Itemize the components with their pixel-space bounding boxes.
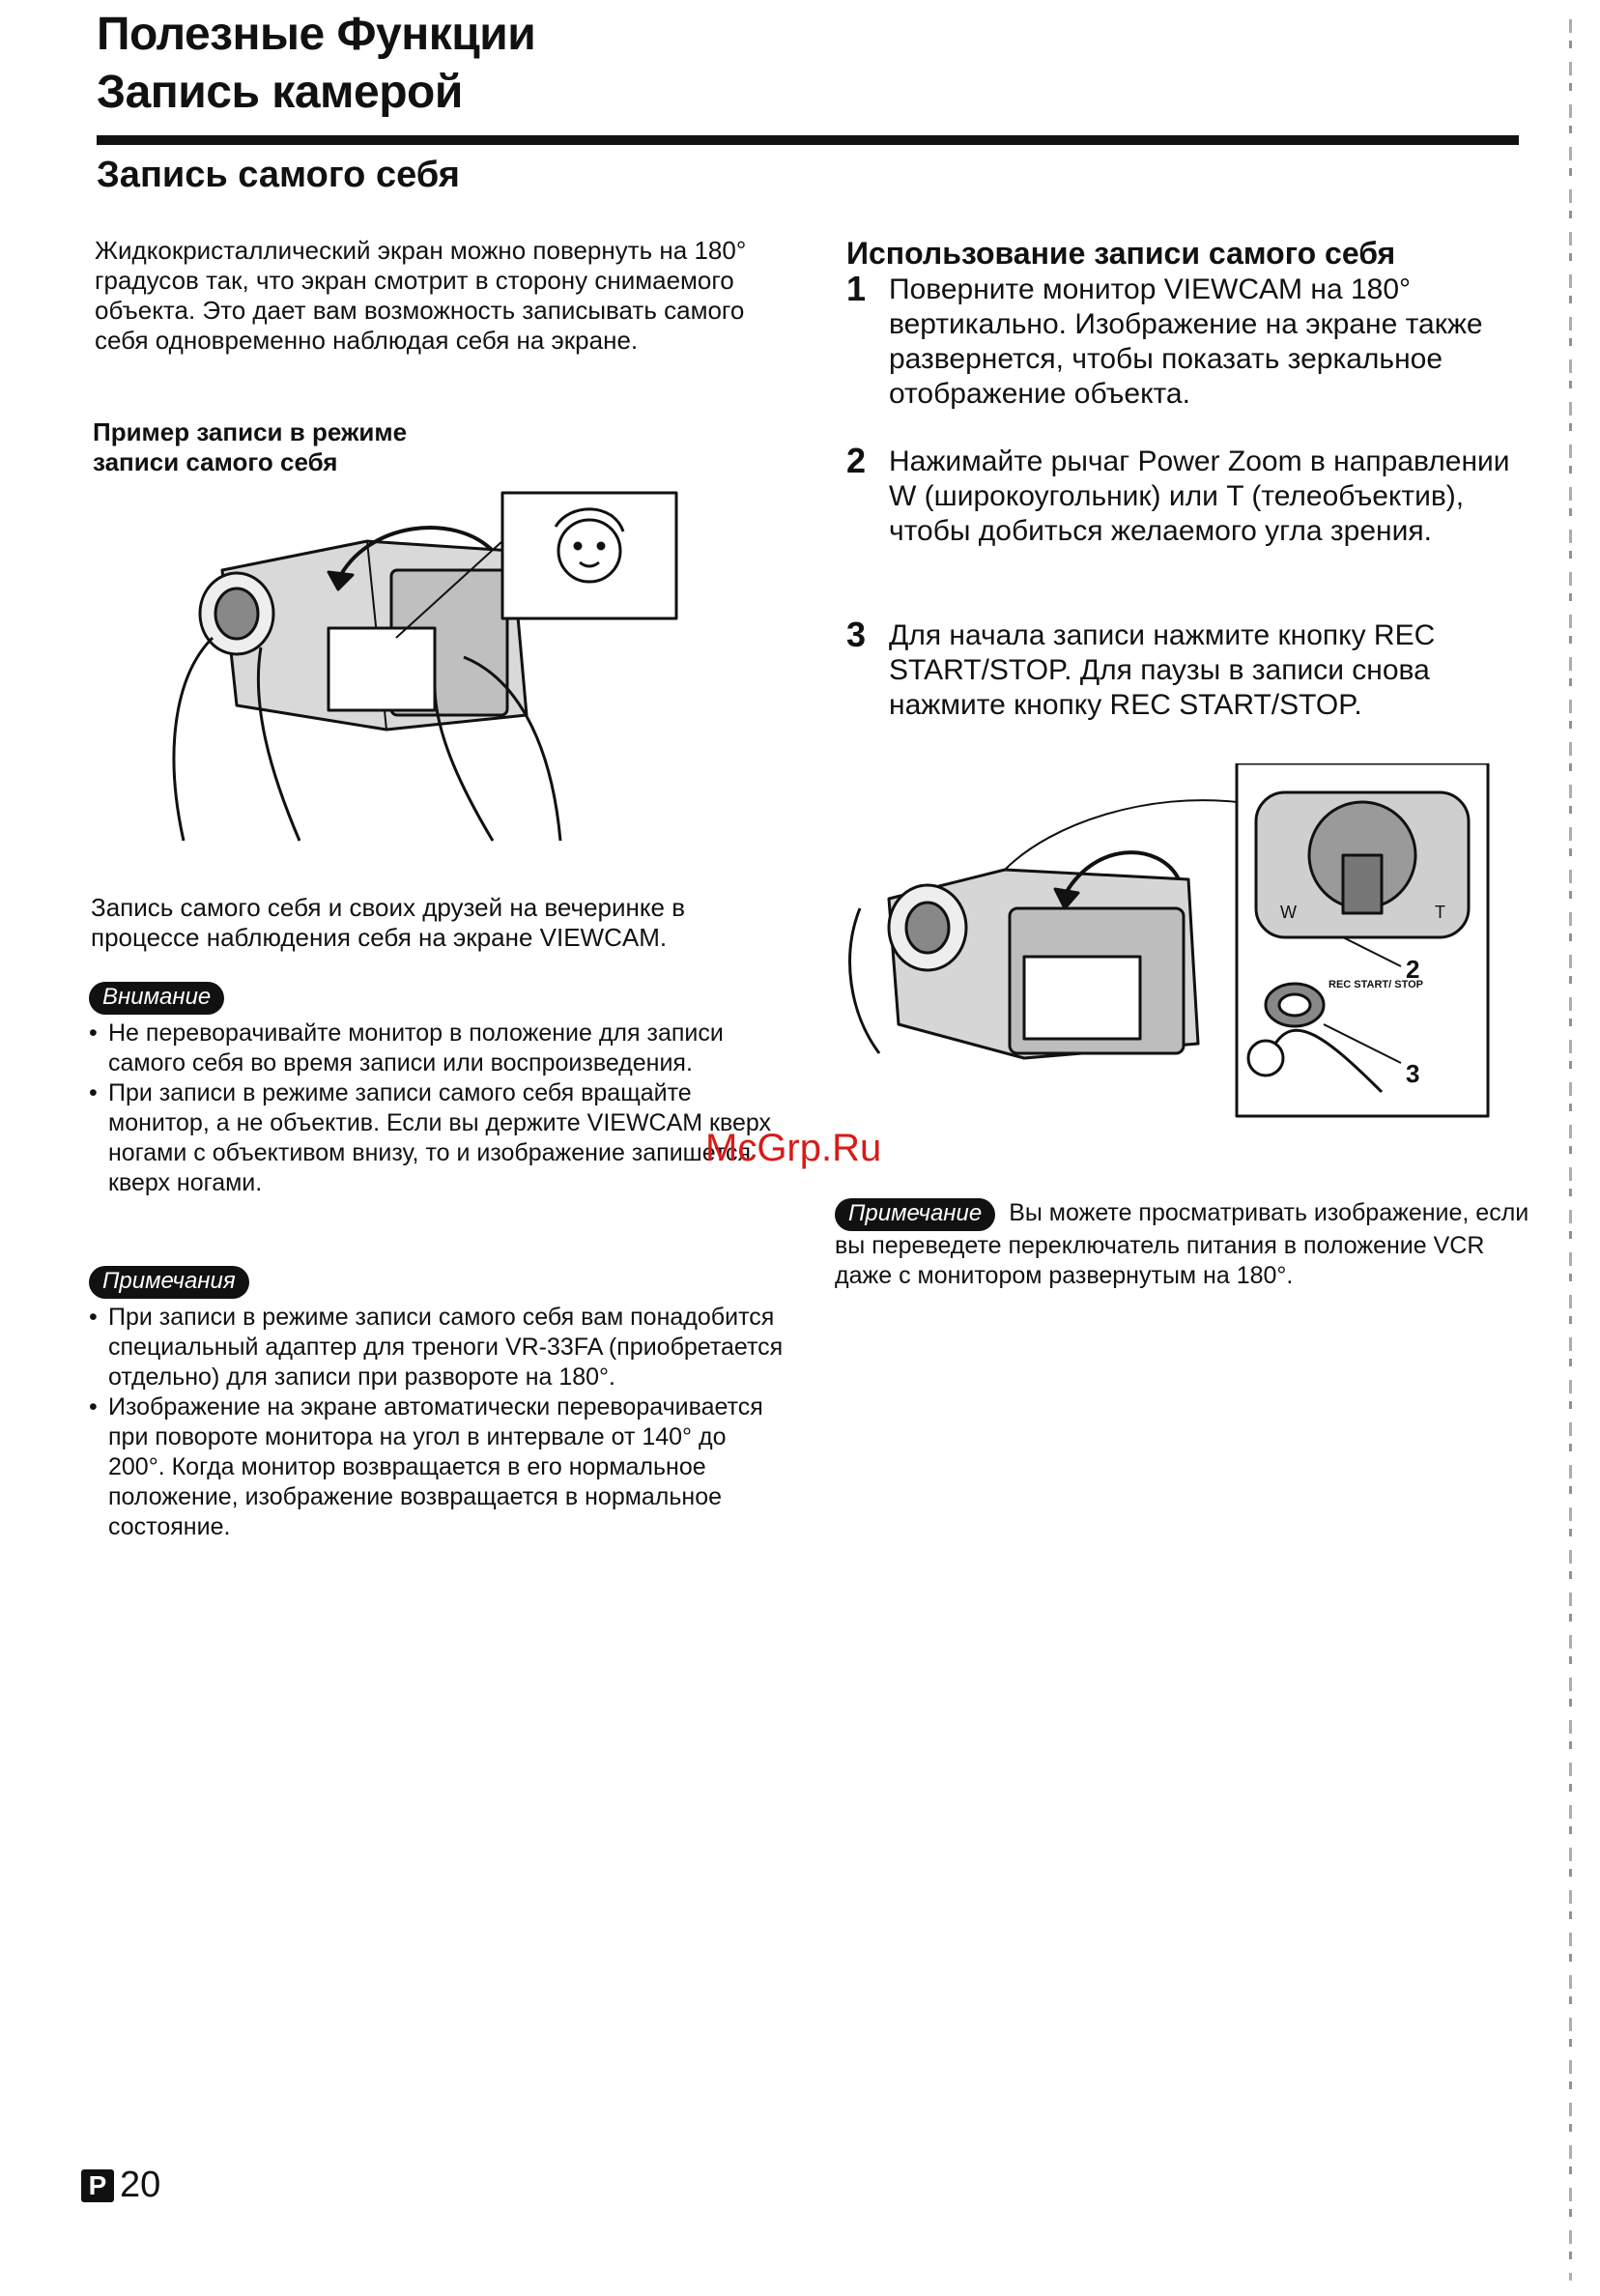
note-item: • Изображение на экране автоматически переворачивается при повороте монитора на угол в интервале от 140° до 200°. Когда монитор возвращается в его нормальное положение, изображение возвращается в нормальное состояние. xyxy=(89,1392,785,1542)
page-title xyxy=(97,6,535,122)
monitor-screen xyxy=(1024,957,1140,1039)
note-right xyxy=(835,1198,1530,1291)
example-heading xyxy=(93,417,576,477)
notes-block xyxy=(89,1266,785,1542)
example-caption: Запись самого себя и своих друзей на вечеринке в процессе наблюдения себя на экране VIEWCAM. xyxy=(91,893,686,952)
notes-label: Примечания xyxy=(89,1266,249,1299)
note-item: • При записи в режиме записи самого себя вам понадобится специальный адаптер для треноги VR-33FA (приобретается отдельно) для записи при развороте на 180°. xyxy=(89,1303,785,1392)
step-number: 1 xyxy=(846,269,867,308)
step-number: 3 xyxy=(846,615,867,654)
scan-edge xyxy=(1569,19,1572,2281)
zoom-t-label: T xyxy=(1435,903,1445,922)
caution-item: • Не переворачивайте монитор в положение для записи самого себя во время записи или воспроизведения. xyxy=(89,1019,785,1078)
title-line-1: Полезные Функции xyxy=(97,9,536,60)
lead-paragraph: Жидкокристаллический экран можно повернуть на 180° градусов так, что экран смотрит в сторону снимаемого объекта. Это дает вам возможность записывать самого себя одновременно наблюдая себя на экране. xyxy=(95,236,747,355)
step-text: Поверните монитор VIEWCAM на 180° вертикально. Изображение на экране также развернется, чтобы показать зеркальное отображение объекта. xyxy=(889,273,1483,410)
strap-icon xyxy=(850,908,879,1053)
language-badge: P xyxy=(81,2169,114,2202)
page-number xyxy=(81,2165,160,2206)
caution-block xyxy=(89,982,785,1198)
page-number-value: 20 xyxy=(120,2165,161,2205)
step-1 xyxy=(846,269,1542,412)
step-text: Для начала записи нажмите кнопку REC START/STOP. Для паузы в записи снова нажмите кнопку REC START/STOP. xyxy=(889,619,1436,721)
self-recording-illustration xyxy=(145,483,725,850)
callout-3: 3 xyxy=(1406,1059,1420,1088)
note-label: Примечание xyxy=(835,1198,995,1231)
zoom-w-label: W xyxy=(1280,903,1297,922)
rec-label: REC START/ STOP xyxy=(1329,979,1423,990)
section-title: Запись самого себя xyxy=(97,155,460,195)
example-heading-line-1: Пример записи в режиме xyxy=(93,417,408,446)
note-text: Вы можете просматривать изображение, если вы переведете переключатель питания в положение VCR даже с монитором развернутым на 180°. xyxy=(835,1199,1529,1289)
notes-list xyxy=(89,1303,785,1542)
callout-box xyxy=(502,493,676,618)
caution-list xyxy=(89,1019,785,1198)
watermark: McGrp.Ru xyxy=(705,1127,882,1169)
step-3 xyxy=(846,615,1542,723)
header-rule xyxy=(97,135,1519,145)
step-text: Нажимайте рычаг Power Zoom в направлении W (широкоугольник) или T (телеобъектив), чтобы добиться желаемого угла зрения. xyxy=(889,445,1510,547)
caution-item: • При записи в режиме записи самого себя вращайте монитор, а не объектив. Если вы держите VIEWCAM кверх ногами с объективом внизу, то и изображение запишется кверх ногами. xyxy=(89,1078,785,1198)
controls-illustration xyxy=(841,763,1498,1131)
title-line-2: Запись камерой xyxy=(97,67,463,118)
left-hand-icon xyxy=(174,638,213,841)
monitor-screen xyxy=(329,628,435,710)
example-heading-line-2: записи самого себя xyxy=(93,447,338,476)
usage-heading: Использование записи самого себя xyxy=(846,236,1396,271)
zoom-finger-icon xyxy=(1343,855,1382,913)
step-number: 2 xyxy=(846,441,867,480)
caution-label: Внимание xyxy=(89,982,224,1015)
callout-2: 2 xyxy=(1406,955,1420,984)
step-2 xyxy=(846,441,1542,549)
